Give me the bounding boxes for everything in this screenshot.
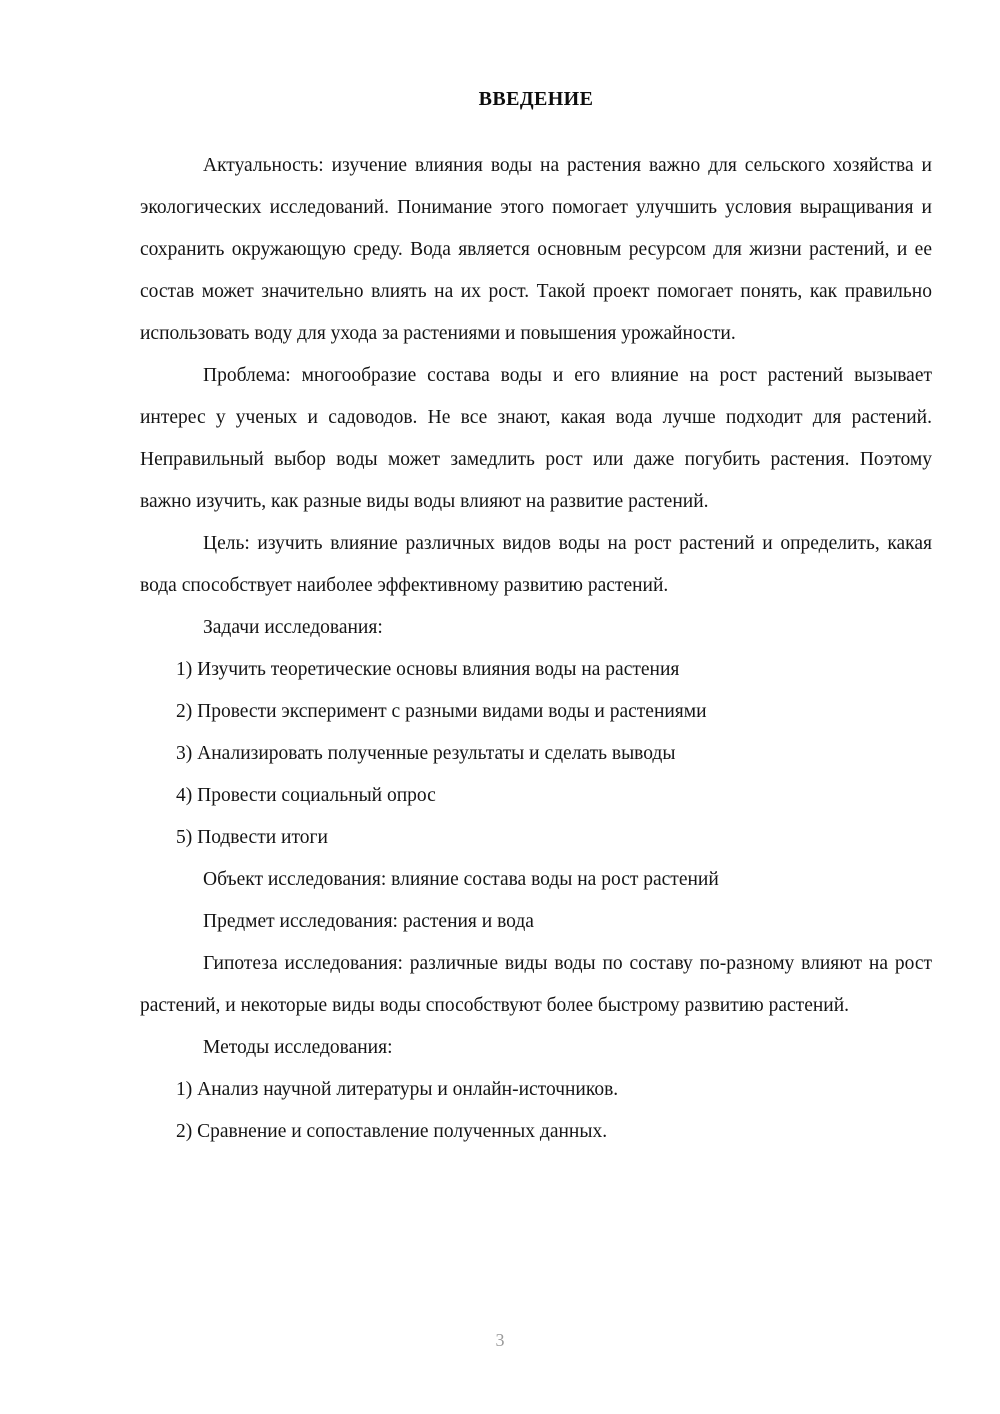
list-item: 3) Анализировать полученные результаты и сделать выводы <box>176 743 676 764</box>
methods-list <box>140 1069 932 1153</box>
paragraph-problem: Проблема: многообразие состава воды и его влияние на рост растений вызывает интерес у ученых и садоводов. Не все знают, какая вода лучше подходит для растений. Неправильный выбор воды может замедлить рост или даже погубить растения. Поэтому важно изучить, как разные виды воды влияют на развитие растений. <box>140 365 932 512</box>
document-body <box>140 88 932 1153</box>
paragraph-relevance: Актуальность: изучение влияния воды на растения важно для сельского хозяйства и экологических исследований. Понимание этого помогает улучшить условия выращивания и сохранить окружающую среду. Вода является основным ресурсом для жизни растений, и ее состав может значительно влиять на их рост. Такой проект помогает понять, как правильно использовать воду для ухода за растениями и повышения урожайности. <box>140 155 932 344</box>
tasks-list <box>140 649 932 859</box>
list-item: 5) Подвести итоги <box>176 827 328 848</box>
list-item: 2) Провести эксперимент с разными видами воды и растениями <box>176 701 707 722</box>
list-item: 1) Изучить теоретические основы влияния воды на растения <box>176 659 680 680</box>
page-title: ВВЕДЕНИЕ <box>478 88 594 110</box>
paragraph-goal: Цель: изучить влияние различных видов воды на рост растений и определить, какая вода способствует наиболее эффективному развитию растений. <box>140 533 932 596</box>
list-item: 1) Анализ научной литературы и онлайн-источников. <box>176 1079 619 1100</box>
list-item: 4) Провести социальный опрос <box>176 785 436 806</box>
paragraph-hypothesis: Гипотеза исследования: различные виды воды по составу по-разному влияют на рост растений, и некоторые виды воды способствуют более быстрому развитию растений. <box>140 953 932 1016</box>
paragraph-subject: Предмет исследования: растения и вода <box>203 911 534 932</box>
paragraph-object: Объект исследования: влияние состава воды на рост растений <box>203 869 719 890</box>
list-item: 2) Сравнение и сопоставление полученных данных. <box>176 1121 608 1142</box>
heading-tasks: Задачи исследования: <box>203 617 383 638</box>
heading-methods: Методы исследования: <box>203 1037 393 1058</box>
page-number: 3 <box>495 1330 505 1350</box>
